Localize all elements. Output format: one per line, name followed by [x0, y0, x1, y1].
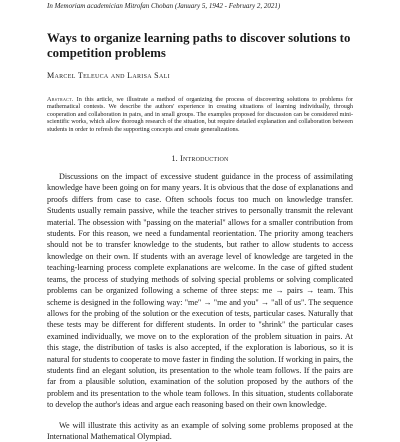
- paper-authors: Marcel Teleuca and Larisa Sali: [47, 71, 170, 80]
- abstract-text: In this article, we illustrate a method of organizing the process of discovering solutions to problems for mathematical contests. We describe the authors' experience in creating situations of learning individually, through cooperation and collaboration in pairs, and in small groups. The examples proposed for discussion can be considered mini-scientific works, which allow thorough research of the situation, but require detailed explanation and collaboration between students in order to refresh the supporting concepts and create generalizations.: [47, 97, 353, 133]
- abstract: [47, 97, 353, 134]
- section-heading-introduction: 1. Introduction: [171, 154, 229, 164]
- paragraph-text: Discussions on the impact of excessive student guidance in the process of assimilating knowledge have been going on for many years. It is obvious that the dose of explanations and proofs differs from case to case. Often schools focus too much on knowledge transfer. Students usually remain passive, while the teacher strives to personally transmit the relevant material. The obsession with "passing on the material" allows for a smaller contribution from students. For this reason, we need a fundamental reorientation. The priority among teachers should not be to transfer knowledge to the students, but rather to allow students to access knowledge on their own. If students with an average level of knowledge are targeted in the teaching-learning process complete explanations are welcome. In the case of gifted student teams, the process of studying methods of solving special problems or solving complicated problems can be organized following a scheme of three steps: me → pairs → team. This scheme is designed in the following way: "me" → "me and you" → "all of us". The sequence allows for the probing of the solution or the execution of tests, particular cases. Naturally that these tests may be different for different students. In order to "shrink" the particular cases examined individually, we move on to the exploration of the problem situation in pairs. At this stage, the distribution of tasks is also accepted, if the exploration is laborious, so it is natural for students to cooperate to move faster in finding the solution. If working in pairs, the students find an elegant solution, its presentation to the whole team follows. If the pairs are far from a plausible solution, examination of the solution proposed by the authors of the problem and its presentation to the whole team follows. In this situation, students collaborate to develop the author's ideas and argue each reasoning based on their own knowledge.: [47, 172, 353, 410]
- abstract-label: Abstract.: [47, 97, 74, 103]
- closing-paragraph: [47, 420, 353, 442]
- paper-title: Ways to organize learning paths to discover solutions to competition problems: [47, 31, 351, 60]
- paragraph-text: We will illustrate this activity as an example of solving some problems proposed at the International Mathematical Olympiad.: [47, 420, 353, 441]
- introduction-paragraph: [47, 171, 353, 411]
- dedication-line: In Memoriam academician Mitrofan Choban (January 5, 1942 - February 2, 2021): [47, 2, 281, 10]
